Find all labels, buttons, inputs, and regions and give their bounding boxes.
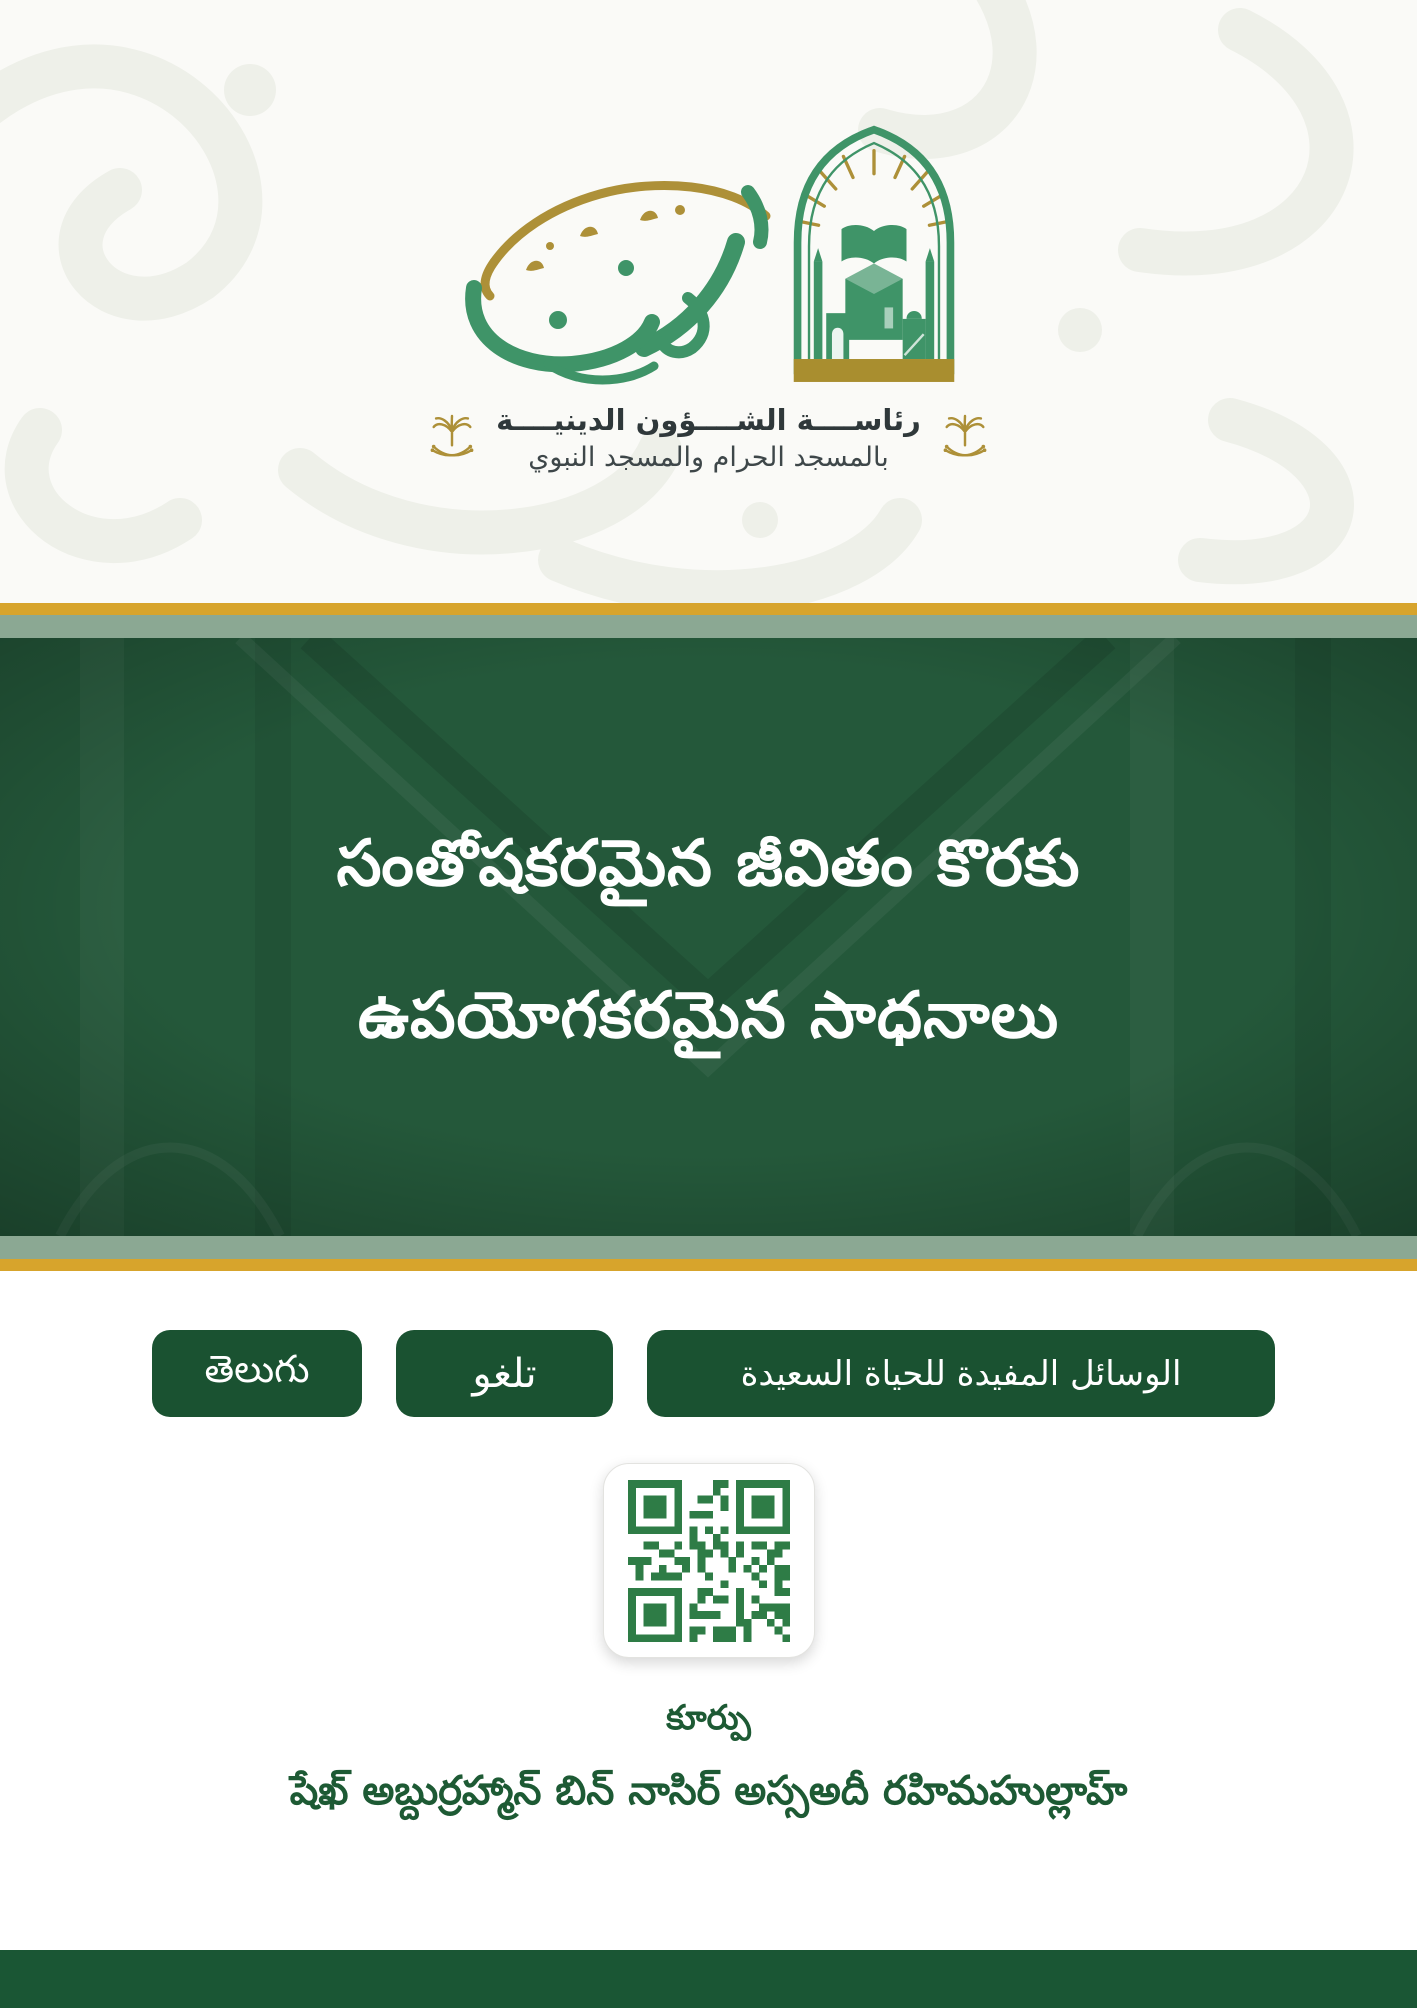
qr-code [603, 1463, 815, 1658]
banner-core [0, 638, 1417, 1236]
footer-bar [0, 1950, 1417, 2008]
compilation-label: కూర్పు [666, 1698, 751, 1738]
mosque-emblem-icon [788, 118, 960, 386]
sage-rule-top [0, 615, 1417, 638]
language-button-telugu[interactable]: తెలుగు [152, 1330, 362, 1417]
org-name-line1: رئاســــة الشــــؤون الدينيــــة [496, 402, 921, 437]
org-name-line2: بالمسجد الحرام والمسجد النبوي [528, 441, 889, 473]
gold-rule-bottom [0, 1259, 1417, 1271]
author-name: షేఖ్ అబ్దుర్రహ్మాన్ బిన్ నాసిర్ అస్సఅదీ రహిమహుల్లాహ్ [289, 1768, 1128, 1814]
arabic-title-button[interactable]: الوسائل المفيدة للحياة السعيدة [647, 1330, 1275, 1417]
language-row [0, 1330, 1417, 1417]
language-button-telugu-arabic[interactable]: تلغو [396, 1330, 613, 1417]
palm-swords-icon [943, 398, 987, 478]
palm-swords-icon [430, 398, 474, 478]
sage-rule-bottom [0, 1236, 1417, 1259]
title-line-2: ఉపయోగకరమైన సాధనాలు [357, 979, 1060, 1053]
title-banner [0, 603, 1417, 1271]
haramain-calligraphy [430, 150, 790, 400]
gold-rule-top [0, 603, 1417, 615]
qr-pattern [628, 1480, 790, 1642]
mosque-interior-art [0, 638, 1417, 1236]
title-line-1: సంతోషకరమైన జీవితం కొరకు [336, 826, 1081, 901]
header-section [0, 0, 1417, 603]
haramain-logo [0, 0, 1417, 400]
org-name-block [0, 398, 1417, 478]
